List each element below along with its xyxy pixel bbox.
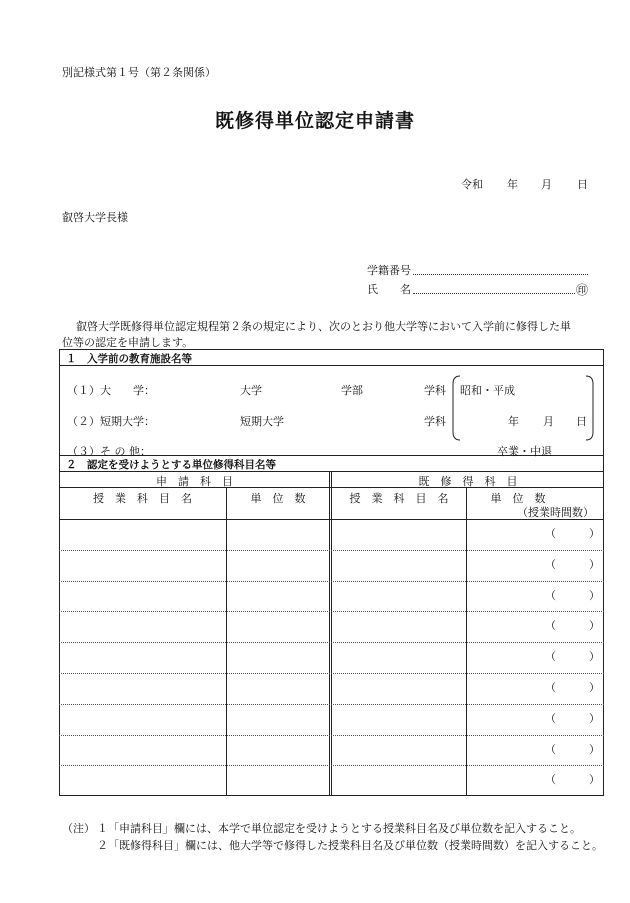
earned-credits-cell[interactable] [466,519,526,550]
applied-credits-cell[interactable] [226,673,330,704]
period-year: 年 [508,415,519,428]
hours-cell[interactable]: （ ） [545,527,600,540]
hours-cell[interactable]: （ ） [545,773,600,787]
row-junior-college-label: （２）短期大学： [67,415,155,428]
applied-credits-cell[interactable] [226,519,330,550]
section2-heading: ２ 認定を受けようとする単位修得科目名等 [66,459,276,471]
earned-subject-cell[interactable] [332,642,466,673]
row-junior-college-dept: 学科 [424,415,446,428]
form-label: 別記様式第１号（第２条関係） [62,66,216,79]
applied-credits-cell[interactable] [226,581,330,612]
note-1: １「申請科目」欄には、本学で単位認定を受けようとする授業科目名及び単位数を記入すること。 [97,822,581,835]
applied-credits-cell[interactable] [226,550,330,581]
hours-cell[interactable]: （ ） [545,650,600,664]
hours-cell[interactable]: （ ） [545,742,600,756]
earned-subject-cell[interactable] [332,735,466,766]
date-day: 日 [577,178,588,191]
earned-subject-cell[interactable] [332,519,466,550]
earned-credits-cell[interactable] [466,550,526,581]
earned-credits-cell[interactable] [466,704,526,735]
earned-header: 既 修 得 科 目 [418,475,518,488]
row-junior-college-univ: 短期大学 [240,415,284,428]
earned-credits-cell[interactable] [466,765,526,796]
intro-line-2: 位等の認定を申請します。 [62,336,194,349]
period-month: 月 [543,415,554,428]
applied-header: 申 請 科 目 [156,475,233,488]
name-label: 氏 名 [367,283,411,296]
hours-cell[interactable]: （ ） [545,681,600,694]
student-number-label: 学籍番号 [367,264,411,277]
date-era: 令和 [461,178,483,191]
era-options: 昭和・平成 [460,384,515,397]
applied-subject-cell[interactable] [59,519,226,550]
applied-subject-cell[interactable] [59,765,226,796]
notes-prefix: （注） [62,822,95,835]
hours-cell[interactable]: （ ） [545,619,600,633]
row-university-dept: 学科 [424,384,446,397]
earned-credits-cell[interactable] [466,673,526,704]
period-day: 日 [576,415,587,428]
col-hours-header: （授業時間数） [517,506,594,519]
page-title: 既修得単位認定申請書 [214,110,415,132]
applied-subject-cell[interactable] [59,611,226,642]
applied-credits-cell[interactable] [226,642,330,673]
applied-subject-cell[interactable] [59,550,226,581]
col-subject-header: 授 業 科 目 名 [93,492,192,505]
row-university-faculty: 学部 [341,384,363,397]
earned-subject-cell[interactable] [332,673,466,704]
row-university-univ: 大学 [240,384,262,397]
section1-heading: １ 入学前の教育施設名等 [66,353,192,365]
addressee: 叡啓大学長様 [62,211,128,224]
col-earned-subject-header: 授 業 科 目 名 [349,492,449,505]
earned-credits-cell[interactable] [466,735,526,766]
col-earned-credits-header: 単 位 数 [490,492,546,505]
applied-credits-cell[interactable] [226,611,330,642]
applied-subject-cell[interactable] [59,642,226,673]
applied-subject-cell[interactable] [59,704,226,735]
intro-line-1: 叡啓大学既修得単位認定規程第２条の規定により、次のとおり他大学等において入学前に修得した単 [76,320,571,333]
applied-credits-cell[interactable] [226,704,330,735]
hours-cell[interactable]: （ ） [545,588,600,602]
row-university-label: （１）大 学： [67,384,155,397]
earned-subject-cell[interactable] [332,581,466,612]
applied-subject-cell[interactable] [59,581,226,612]
earned-credits-cell[interactable] [466,581,526,612]
name-field[interactable] [413,293,575,294]
col-credits-header: 単 位 数 [250,492,306,505]
earned-subject-cell[interactable] [332,550,466,581]
note-2: ２「既修得科目」欄には、他大学等で修得した授業科目名及び単位数（授業時間数）を記入すること。 [97,839,603,852]
seal-mark: ㊞ [576,283,589,297]
earned-subject-cell[interactable] [332,611,466,642]
applied-subject-cell[interactable] [59,735,226,766]
row-other-label: （３）そ の 他： [67,445,151,458]
earned-credits-cell[interactable] [466,611,526,642]
applied-credits-cell[interactable] [226,735,330,766]
earned-credits-cell[interactable] [466,642,526,673]
date-month: 月 [541,178,552,191]
date-year: 年 [507,178,518,191]
applied-credits-cell[interactable] [226,765,330,796]
hours-cell[interactable]: （ ） [545,557,600,571]
earned-subject-cell[interactable] [332,765,466,796]
earned-subject-cell[interactable] [332,704,466,735]
student-number-field[interactable] [413,274,588,275]
applied-subject-cell[interactable] [59,673,226,704]
hours-cell[interactable]: （ ） [545,711,600,725]
graduation-status: 卒業・中退 [497,445,552,458]
